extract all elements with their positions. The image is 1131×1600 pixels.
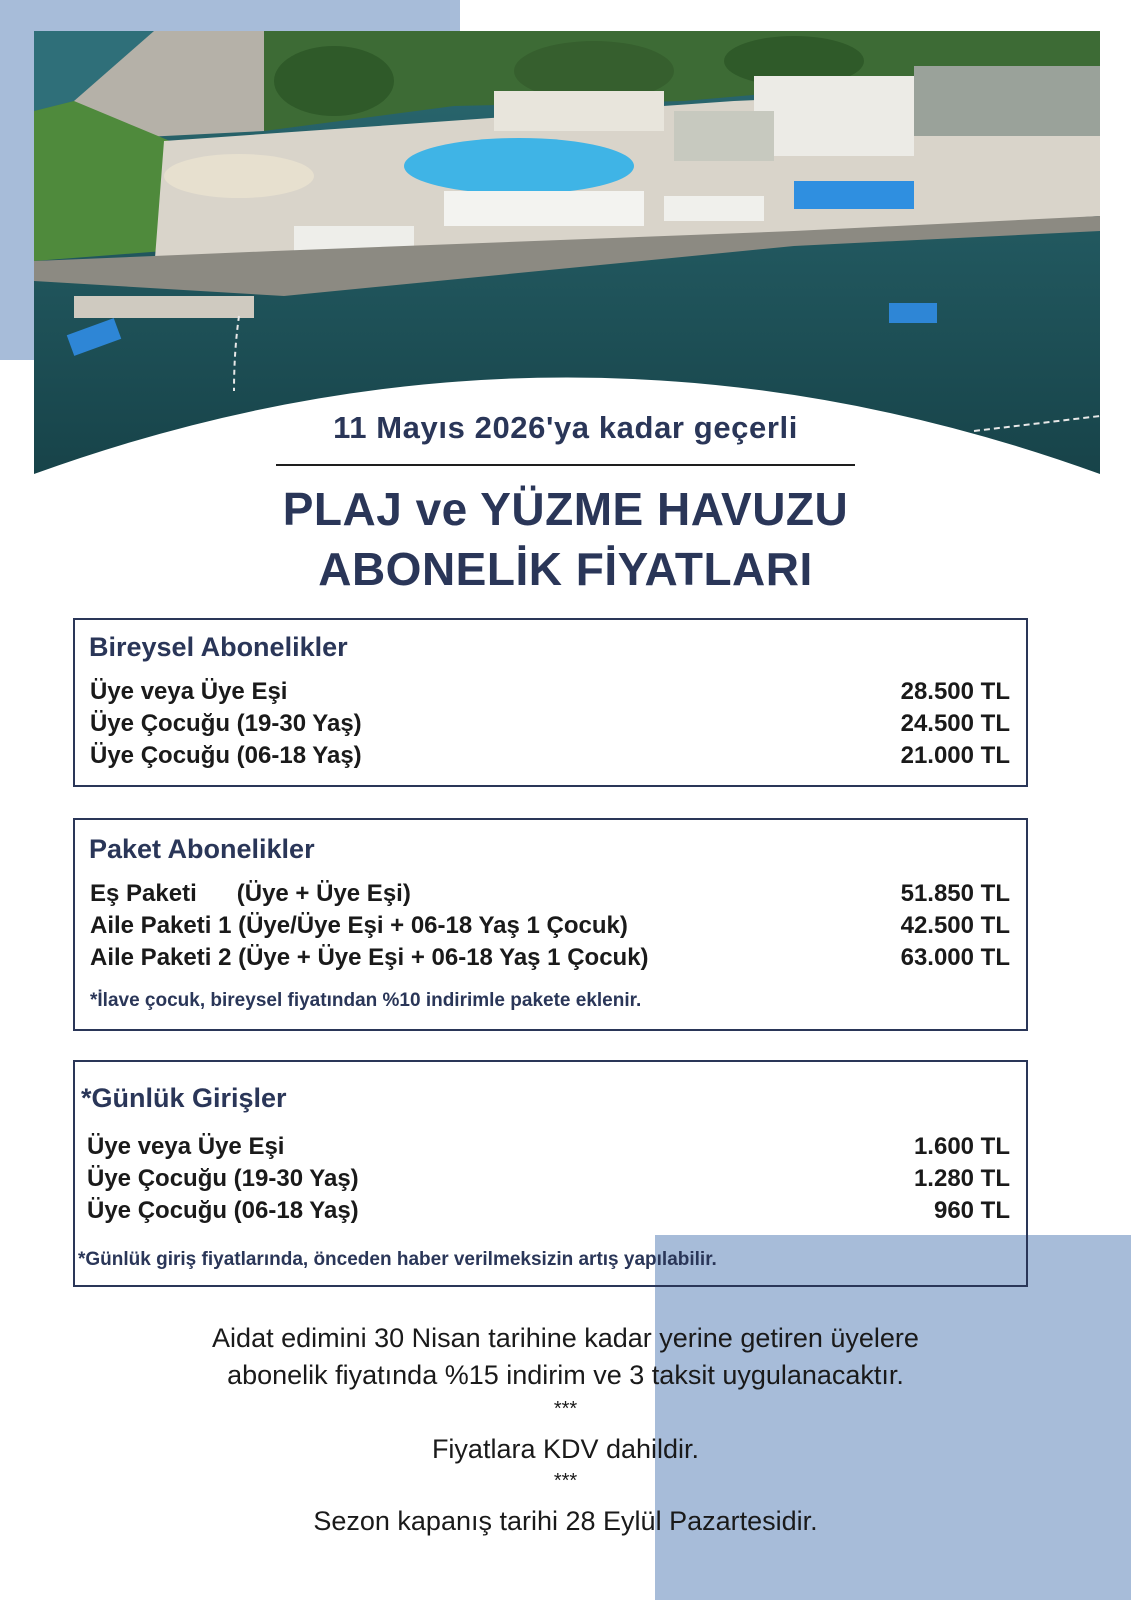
price-row: [90, 880, 1010, 912]
season-closing-info: Sezon kapanış tarihi 28 Eylül Pazartesidir.: [313, 1506, 818, 1536]
discount-info-line1: Aidat edimini 30 Nisan tarihine kadar yerine getiren üyelere: [212, 1323, 919, 1353]
beach-club-aerial-photo: [34, 31, 1100, 474]
row-label: Üye Çocuğu (19-30 Yaş): [90, 710, 362, 737]
row-label: Aile Paketi 2 (Üye + Üye Eşi + 06-18 Yaş 1 Çocuk): [90, 944, 649, 971]
row-label: Üye Çocuğu (19-30 Yaş): [87, 1165, 359, 1192]
row-label: Üye Çocuğu (06-18 Yaş): [87, 1197, 359, 1224]
package-heading: Paket Abonelikler: [89, 834, 315, 864]
price-row: [87, 1165, 1010, 1197]
daily-entries-box: [73, 1060, 1028, 1287]
vat-info: Fiyatlara KDV dahildir.: [431, 1434, 700, 1464]
package-note: *İlave çocuk, bireysel fiyatından %10 indirimle pakete eklenir.: [90, 990, 642, 1011]
daily-heading: *Günlük Girişler: [81, 1083, 287, 1113]
row-price: 51.850 TL: [900, 880, 1010, 907]
price-row: [90, 678, 1010, 710]
row-price: 63.000 TL: [900, 944, 1010, 971]
price-row: [87, 1197, 1010, 1229]
price-row: [90, 912, 1010, 944]
row-label: Üye veya Üye Eşi: [90, 678, 288, 705]
page-title-line2: ABONELİK FİYATLARI: [318, 543, 813, 595]
row-label: Eş Paketi (Üye + Üye Eşi): [90, 880, 411, 907]
row-price: 1.280 TL: [913, 1165, 1010, 1192]
price-row: [90, 710, 1010, 742]
separator-stars: ***: [553, 1470, 578, 1492]
package-subscriptions-box: [73, 818, 1028, 1031]
row-price: 960 TL: [933, 1197, 1010, 1224]
separator-stars: ***: [553, 1398, 578, 1420]
validity-date: 11 Mayıs 2026'ya kadar geçerli: [333, 410, 798, 445]
row-price: 28.500 TL: [900, 678, 1010, 705]
row-price: 42.500 TL: [900, 912, 1010, 939]
individual-subscriptions-box: [73, 618, 1028, 787]
discount-info-line2: abonelik fiyatında %15 indirim ve 3 taksit uygulanacaktır.: [227, 1360, 904, 1390]
price-row: [90, 742, 1010, 774]
price-row: [87, 1133, 1010, 1165]
daily-note: *Günlük giriş fiyatlarında, önceden haber verilmeksizin artış yapılabilir.: [78, 1249, 717, 1270]
page-title-line1: PLAJ ve YÜZME HAVUZU: [282, 483, 849, 535]
row-price: 1.600 TL: [913, 1133, 1010, 1160]
row-label: Aile Paketi 1 (Üye/Üye Eşi + 06-18 Yaş 1 Çocuk): [90, 912, 628, 939]
row-label: Üye veya Üye Eşi: [87, 1133, 285, 1160]
row-price: 21.000 TL: [900, 742, 1010, 769]
row-label: Üye Çocuğu (06-18 Yaş): [90, 742, 362, 769]
individual-heading: Bireysel Abonelikler: [89, 632, 348, 662]
title-divider: [276, 464, 855, 466]
row-price: 24.500 TL: [900, 710, 1010, 737]
price-row: [90, 944, 1010, 976]
